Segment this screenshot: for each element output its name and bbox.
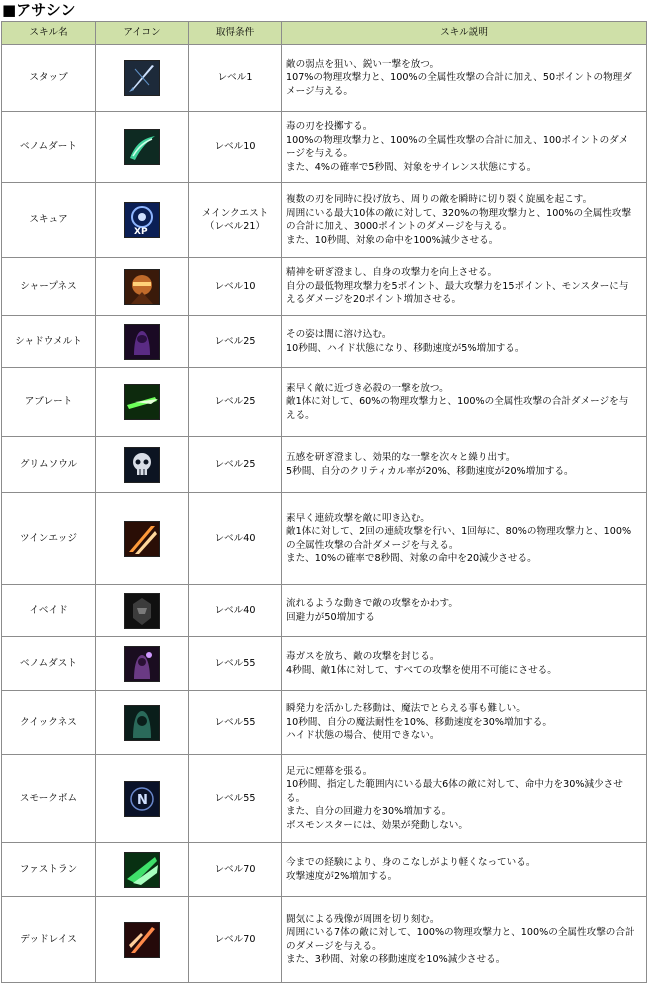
condition-line: レベル40 (214, 604, 256, 616)
skill-icon-cell (96, 585, 189, 637)
skill-description (282, 637, 647, 691)
description-line: ージを与える。 (286, 148, 353, 159)
skill-icon-cell (96, 437, 189, 493)
condition-line: レベル40 (214, 532, 256, 544)
skill-icon-cell (96, 637, 189, 691)
skill-name: イベイド (2, 585, 96, 637)
page-title: ■アサシン (2, 1, 76, 19)
condition-line: レベル25 (214, 458, 256, 470)
table-row (2, 112, 647, 183)
skill-name: ツインエッジ (2, 493, 96, 585)
skill-table (1, 21, 647, 983)
fast-run-icon (124, 852, 160, 888)
description-line: また、3秒間、対象の移動速度を10%減少させる。 (286, 954, 506, 965)
skill-icon-cell (96, 843, 189, 897)
description-line: 攻撃速度が2%増加する。 (286, 870, 398, 882)
description-line: 足元に煙幕を張る。 (286, 765, 373, 777)
condition-line: レベル10 (214, 141, 256, 153)
column-header-skill-name: スキル名 (2, 22, 96, 45)
table-row (2, 258, 647, 316)
skill-description (282, 316, 647, 368)
skill-condition (189, 691, 282, 755)
table-row (2, 585, 647, 637)
description-line: 五感を研ぎ澄まし、効果的な一撃を次々と繰り出す。 (286, 452, 516, 463)
skewer-xp-icon (124, 202, 160, 238)
dagger-stab-icon (124, 60, 160, 96)
sharpness-icon (124, 269, 160, 305)
table-row (2, 691, 647, 755)
table-row (2, 45, 647, 112)
skill-description (282, 843, 647, 897)
description-line: の合計に加え、3000ポイントのダメージを与える。 (286, 221, 513, 232)
venom-dust-icon (124, 646, 160, 682)
skill-description (282, 585, 647, 637)
description-line: 自分の最低物理攻撃力を5ポイント、最大攻撃力を15ポイント、モンスターに与 (286, 280, 629, 292)
column-header-description: スキル説明 (282, 22, 647, 45)
description-line: ハイド状態の場合、使用できない。 (286, 730, 440, 742)
condition-line: レベル55 (214, 716, 256, 728)
description-line: 闘気による残像が周囲を切り刻む。 (286, 913, 440, 925)
skill-name: スタッブ (2, 45, 96, 112)
description-line: ボスモンスターには、効果が発動しない。 (286, 819, 468, 831)
skill-icon-cell (96, 691, 189, 755)
description-line: えるダメージを20ポイント増加させる。 (286, 294, 462, 306)
condition-line: レベル70 (214, 933, 256, 945)
skill-icon-cell (96, 368, 189, 437)
venom-dart-icon (124, 129, 160, 165)
skill-icon-cell (96, 45, 189, 112)
description-line: 107%の物理攻撃力と、100%の全属性攻撃の合計に加え、50ポイントの物理ダ (286, 72, 632, 84)
condition-line: レベル55 (214, 792, 256, 804)
description-line: 回避力が50増加する (286, 611, 375, 623)
description-line: 複数の刃を同時に投げ放ち、周りの敵を瞬時に切り裂く旋風を起こす。 (286, 194, 593, 205)
skill-description (282, 493, 647, 585)
description-line: 今までの経験により、身のこなしがより軽くなっている。 (286, 857, 536, 868)
description-line: その姿は闇に溶け込む。 (286, 329, 392, 340)
skill-condition (189, 45, 282, 112)
table-row (2, 493, 647, 585)
skill-condition (189, 843, 282, 897)
skill-description (282, 437, 647, 493)
skill-icon-cell (96, 183, 189, 258)
skill-description (282, 897, 647, 983)
skill-condition (189, 585, 282, 637)
column-header-icon: アイコン (96, 22, 189, 45)
skill-condition (189, 897, 282, 983)
shadow-melt-icon (124, 324, 160, 360)
skill-name: ベノムダート (2, 112, 96, 183)
skill-icon-cell (96, 755, 189, 843)
skill-condition (189, 493, 282, 585)
condition-line: レベル25 (214, 396, 256, 408)
description-line: 4秒間、敵1体に対して、すべての攻撃を使用不可能にさせる。 (286, 664, 557, 676)
svg-text:N: N (137, 792, 148, 808)
ablate-icon (124, 384, 160, 420)
skill-condition (189, 368, 282, 437)
skill-description (282, 691, 647, 755)
description-line: 瞬発力を活かした移動は、魔法でとらえる事も難しい。 (286, 703, 526, 715)
column-header-condition: 取得条件 (189, 22, 282, 45)
description-line: 敵1体に対して、2回の連続攻撃を行い、1回毎に、80%の物理攻撃力と、100% (286, 526, 632, 537)
skill-name: アブレート (2, 368, 96, 437)
description-line: のダメージを与える。 (286, 940, 382, 952)
skill-condition (189, 637, 282, 691)
skill-description (282, 258, 647, 316)
description-line: 周囲にいる最大10体の敵に対して、320%の物理攻撃力と、100%の全属性攻撃 (286, 207, 632, 219)
description-line: の全属性攻撃の合計ダメージを与える。 (286, 539, 459, 551)
skill-name: スキュア (2, 183, 96, 258)
condition-line: （レベル21） (204, 221, 266, 232)
quickness-icon (124, 705, 160, 741)
skill-name: ベノムダスト (2, 637, 96, 691)
skill-name: ファストラン (2, 843, 96, 897)
description-line: 5秒間、自分のクリティカル率が20%、移動速度が20%増加する。 (286, 465, 574, 477)
skill-condition (189, 437, 282, 493)
skill-condition (189, 316, 282, 368)
skill-condition (189, 112, 282, 183)
table-row (2, 437, 647, 493)
skill-name: デッドレイス (2, 897, 96, 983)
description-line: 10秒間、指定した範囲内にいる最大6体の敵に対して、命中力を30%減少させ (286, 779, 623, 791)
skill-icon-cell (96, 258, 189, 316)
condition-line: レベル1 (217, 72, 253, 84)
table-row (2, 897, 647, 983)
skill-description (282, 112, 647, 183)
smoke-bomb-icon (124, 781, 160, 817)
skull-icon (124, 447, 160, 483)
skill-icon-cell (96, 493, 189, 585)
description-line: メージ与える。 (286, 85, 353, 97)
description-line: 素早く敵に近づき必殺の一撃を放つ。 (286, 382, 449, 394)
skill-description (282, 183, 647, 258)
skill-description (282, 755, 647, 843)
skill-condition (189, 258, 282, 316)
skill-name: シャープネス (2, 258, 96, 316)
description-line: また、10%の確率で8秒間、対象の命中を20減少させる。 (286, 553, 537, 564)
description-line: 敵の弱点を狙い、鋭い一撃を放つ。 (286, 58, 440, 70)
skill-icon-cell (96, 112, 189, 183)
condition-line: メインクエスト (201, 207, 269, 219)
table-row (2, 637, 647, 691)
twin-edge-icon (124, 521, 160, 557)
description-line: 精神を研ぎ澄まし、自身の攻撃力を向上させる。 (286, 267, 498, 279)
skill-description (282, 45, 647, 112)
skill-name: グリムソウル (2, 437, 96, 493)
description-line: 10秒間、ハイド状態になり、移動速度が5%増加する。 (286, 342, 525, 354)
dead-wraith-icon (124, 922, 160, 958)
condition-line: レベル25 (214, 335, 256, 347)
skill-name: スモークボム (2, 755, 96, 843)
description-line: 10秒間、自分の魔法耐性を10%、移動速度を30%増加する。 (286, 716, 552, 728)
description-line: 毒ガスを放ち、敵の攻撃を封じる。 (286, 651, 440, 662)
description-line: 100%の物理攻撃力と、100%の全属性攻撃の合計に加え、100ポイントのダメ (286, 134, 629, 146)
description-line: 周囲にいる7体の敵に対して、100%の物理攻撃力と、100%の全属性攻撃の合計 (286, 927, 635, 938)
table-row (2, 183, 647, 258)
evade-icon (124, 593, 160, 629)
description-line: 敵1体に対して、60%の物理攻撃力と、100%の全属性攻撃の合計ダメージを与 (286, 396, 629, 408)
condition-line: レベル10 (214, 280, 256, 292)
table-row (2, 755, 647, 843)
description-line: 流れるような動きで敵の攻撃をかわす。 (286, 598, 458, 609)
skill-name: シャドウメルト (2, 316, 96, 368)
condition-line: レベル55 (214, 657, 256, 669)
table-row (2, 316, 647, 368)
header-row (2, 22, 647, 45)
description-line: また、4%の確率で5秒間、対象をサイレンス状態にする。 (286, 161, 537, 173)
skill-condition (189, 183, 282, 258)
description-line: える。 (286, 409, 315, 421)
description-line: る。 (286, 792, 306, 804)
table-row (2, 843, 647, 897)
skill-name: クイックネス (2, 691, 96, 755)
description-line: 毒の刃を投擲する。 (286, 121, 373, 132)
skill-icon-cell (96, 316, 189, 368)
table-row (2, 368, 647, 437)
skill-description (282, 368, 647, 437)
description-line: また、10秒間、対象の命中を100%減少させる。 (286, 234, 499, 246)
skill-condition (189, 755, 282, 843)
svg-text:XP: XP (134, 227, 148, 237)
description-line: 素早く連続攻撃を敵に叩き込む。 (286, 512, 430, 524)
condition-line: レベル70 (214, 863, 256, 875)
description-line: また、自分の回避力を30%増加する。 (286, 806, 452, 818)
skill-icon-cell (96, 897, 189, 983)
